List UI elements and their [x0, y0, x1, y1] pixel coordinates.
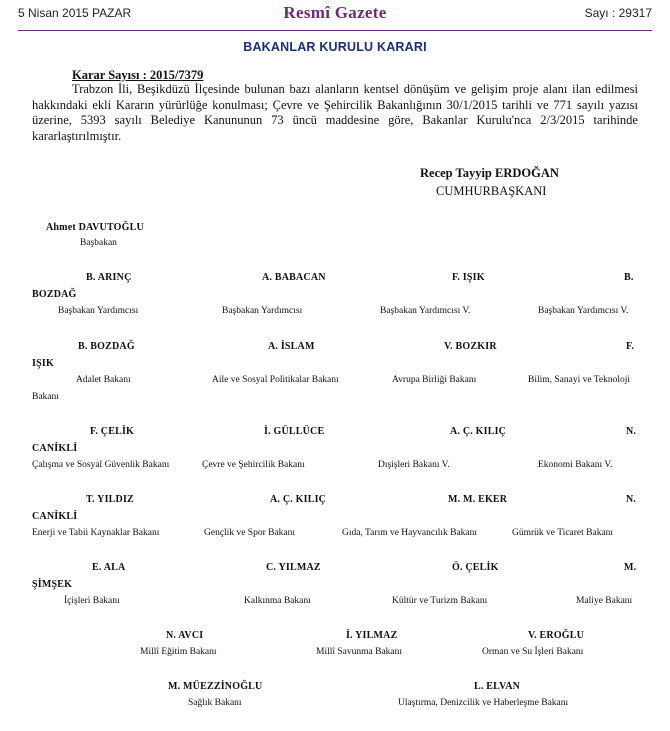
- signatory-name-wrap: IŞIK: [32, 358, 54, 369]
- signatory-title: Sağlık Bakanı: [188, 698, 242, 708]
- pm-title: Başbakan: [80, 238, 117, 248]
- signatory-name: N.: [626, 494, 637, 505]
- signatory-name: F. IŞIK: [452, 272, 485, 283]
- signatory-title: Ekonomi Bakanı V.: [538, 460, 613, 470]
- signatory-title: Avrupa Birliği Bakanı: [392, 375, 477, 385]
- header-divider: [18, 30, 652, 31]
- signatory-name: İ. YILMAZ: [346, 630, 398, 641]
- signatory-name: E. ALA: [92, 562, 126, 573]
- signatory-title: Kalkınma Bakanı: [244, 596, 311, 606]
- signatory-title: Başbakan Yardımcısı V.: [538, 306, 629, 316]
- header-date: 5 Nisan 2015 PAZAR: [18, 6, 132, 20]
- pm-name: Ahmet DAVUTOĞLU: [46, 222, 144, 233]
- signatory-name: M. M. EKER: [448, 494, 508, 505]
- signatory-title-wrap: Bakanı: [32, 392, 59, 402]
- signatory-name-wrap: CANİKLİ: [32, 511, 78, 522]
- signatory-title: İçişleri Bakanı: [64, 596, 120, 606]
- signatory-title: Gümrük ve Ticaret Bakanı: [512, 528, 614, 538]
- signatory-name: B. BOZDAĞ: [78, 341, 135, 352]
- signatory-name: F.: [626, 341, 635, 352]
- signatory-name: V. EROĞLU: [528, 630, 585, 641]
- signatory-name: L. ELVAN: [474, 681, 521, 692]
- signatory-name: A. BABACAN: [262, 272, 326, 283]
- signatory-name: B. ARINÇ: [86, 272, 132, 283]
- signatory-name: B.: [624, 272, 634, 283]
- signatory-title: Başbakan Yardımcısı: [58, 306, 139, 316]
- signatory-title: Gıda, Tarım ve Hayvancılık Bakanı: [342, 528, 478, 538]
- decision-number: Karar Sayısı : 2015/7379: [72, 68, 204, 82]
- signatory-title: Enerji ve Tabii Kaynaklar Bakanı: [32, 528, 160, 538]
- signatory-title: Millî Savunma Bakanı: [316, 647, 403, 657]
- signatory-name: V. BOZKIR: [444, 341, 497, 352]
- issue-number: Sayı : 29317: [584, 6, 652, 20]
- signatory-name: M.: [624, 562, 637, 573]
- signatory-name: C. YILMAZ: [266, 562, 321, 573]
- president-name: Recep Tayyip ERDOĞAN: [420, 166, 559, 180]
- signatory-name: A. İSLAM: [268, 341, 315, 352]
- signatory-title: Ulaştırma, Denizcilik ve Haberleşme Bakanı: [398, 698, 569, 708]
- president-title: CUMHURBAŞKANI: [436, 184, 547, 198]
- signatory-name: A. Ç. KILIÇ: [270, 494, 327, 505]
- signatory-name: İ. GÜLLÜCE: [264, 426, 325, 437]
- signatory-title: Orman ve Su İşleri Bakanı: [482, 647, 584, 657]
- document-title: BAKANLAR KURULU KARARI: [243, 40, 427, 54]
- signatory-title: Millî Eğitim Bakanı: [140, 647, 217, 657]
- signatory-title: Kültür ve Turizm Bakanı: [392, 596, 488, 606]
- signatory-name: F. ÇELİK: [90, 426, 135, 437]
- signatory-name: A. Ç. KILIÇ: [450, 426, 507, 437]
- signatory-name: N.: [626, 426, 637, 437]
- signatory-title: Maliye Bakanı: [576, 596, 633, 606]
- signatory-name: Ö. ÇELİK: [452, 562, 499, 573]
- signatory-title: Dışişleri Bakanı V.: [378, 460, 450, 470]
- signatory-name-wrap: CANİKLİ: [32, 443, 78, 454]
- signatory-name: N. AVCI: [166, 630, 204, 641]
- signatory-title: Aile ve Sosyal Politikalar Bakanı: [212, 375, 339, 385]
- signatory-name: M. MÜEZZİNOĞLU: [168, 681, 263, 692]
- signatory-title: Başbakan Yardımcısı V.: [380, 306, 471, 316]
- signatory-name-wrap: BOZDAĞ: [32, 289, 77, 300]
- publication-title: Resmî Gazete: [283, 3, 387, 22]
- signatory-title: Çevre ve Şehircilik Bakanı: [202, 460, 305, 470]
- signatory-title: Gençlik ve Spor Bakanı: [204, 528, 296, 538]
- signatory-title: Adalet Bakanı: [76, 375, 131, 385]
- signatory-title: Bilim, Sanayi ve Teknoloji: [528, 375, 631, 385]
- signatory-title: Çalışma ve Sosyal Güvenlik Bakanı: [32, 460, 170, 470]
- decision-body: Trabzon İli, Beşikdüzü İlçesinde bulunan bazı alanların kentsel dönüşüm ve gelişim proje alanı ilan edilmesi hakkındaki ekli Kararın yürürlüğe konulması; Çevre ve Şehircilik Bakanlığının 30/1/2015 tarihli ve 771 sayılı yazısı üzerine, 5393 sayılı Belediye Kanununun 73 üncü maddesine göre, Bakanlar Kurulu'nca 2/3/2015 tarihinde kararlaştırılmıştır.: [32, 82, 638, 143]
- signatory-name-wrap: ŞİMŞEK: [32, 579, 73, 590]
- signatory-title: Başbakan Yardımcısı: [222, 306, 303, 316]
- signatory-name: T. YILDIZ: [86, 494, 134, 505]
